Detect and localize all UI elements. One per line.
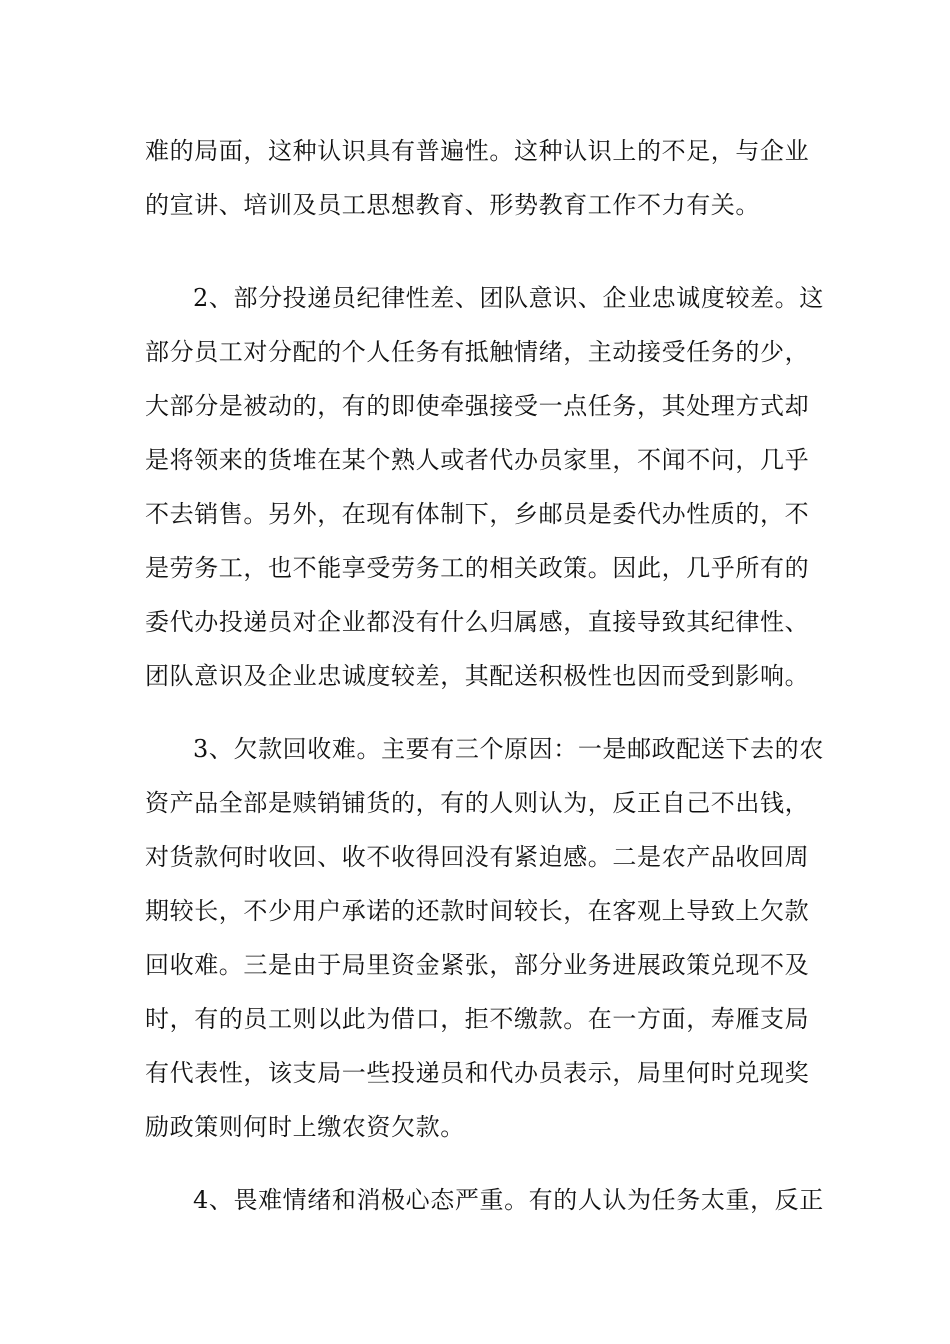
paragraph-3 — [145, 722, 824, 1154]
paragraph-line: 励政策则何时上缴农资欠款。 — [145, 1113, 465, 1141]
paragraph-line: 资产品全部是赎销铺货的，有的人则认为，反正自己不出钱， — [145, 789, 810, 817]
paragraph-line: 时，有的员工则以此为借口，拒不缴款。在一方面，寿雁支局 — [145, 1005, 810, 1033]
paragraph-line: 有代表性，该支局一些投递员和代办员表示，局里何时兑现奖 — [145, 1059, 810, 1087]
paragraph-line: 4、畏难情绪和消极心态严重。有的人认为任务太重，反正 — [193, 1186, 824, 1214]
paragraph-line: 是劳务工，也不能享受劳务工的相关政策。因此，几乎所有的 — [145, 554, 810, 582]
paragraph-line: 难的局面，这种认识具有普遍性。这种认识上的不足，与企业 — [145, 137, 810, 165]
paragraph-line: 大部分是被动的，有的即使牵强接受一点任务，其处理方式却 — [145, 392, 810, 420]
paragraph-line: 3、欠款回收难。主要有三个原因：一是邮政配送下去的农 — [193, 735, 824, 763]
paragraph-line: 委代办投递员对企业都没有什么归属感，直接导致其纪律性、 — [145, 608, 810, 636]
paragraph-line: 期较长，不少用户承诺的还款时间较长，在客观上导致上欠款 — [145, 897, 810, 925]
paragraph-line: 对货款何时收回、收不收得回没有紧迫感。二是农产品收回周 — [145, 843, 810, 871]
paragraph-1 — [145, 124, 809, 232]
paragraph-2 — [145, 271, 824, 703]
paragraph-line: 是将领来的货堆在某个熟人或者代办员家里，不闻不问，几乎 — [145, 446, 810, 474]
paragraph-line: 不去销售。另外，在现有体制下，乡邮员是委代办性质的，不 — [145, 500, 810, 528]
paragraph-line: 2、部分投递员纪律性差、团队意识、企业忠诚度较差。这 — [193, 284, 824, 312]
paragraph-line: 回收难。三是由于局里资金紧张，部分业务进展政策兑现不及 — [145, 951, 810, 979]
paragraph-4 — [145, 1173, 824, 1227]
paragraph-line: 的宣讲、培训及员工思想教育、形势教育工作不力有关。 — [145, 191, 760, 219]
paragraph-line: 团队意识及企业忠诚度较差，其配送积极性也因而受到影响。 — [145, 662, 810, 690]
paragraph-line: 部分员工对分配的个人任务有抵触情绪，主动接受任务的少， — [145, 338, 810, 366]
